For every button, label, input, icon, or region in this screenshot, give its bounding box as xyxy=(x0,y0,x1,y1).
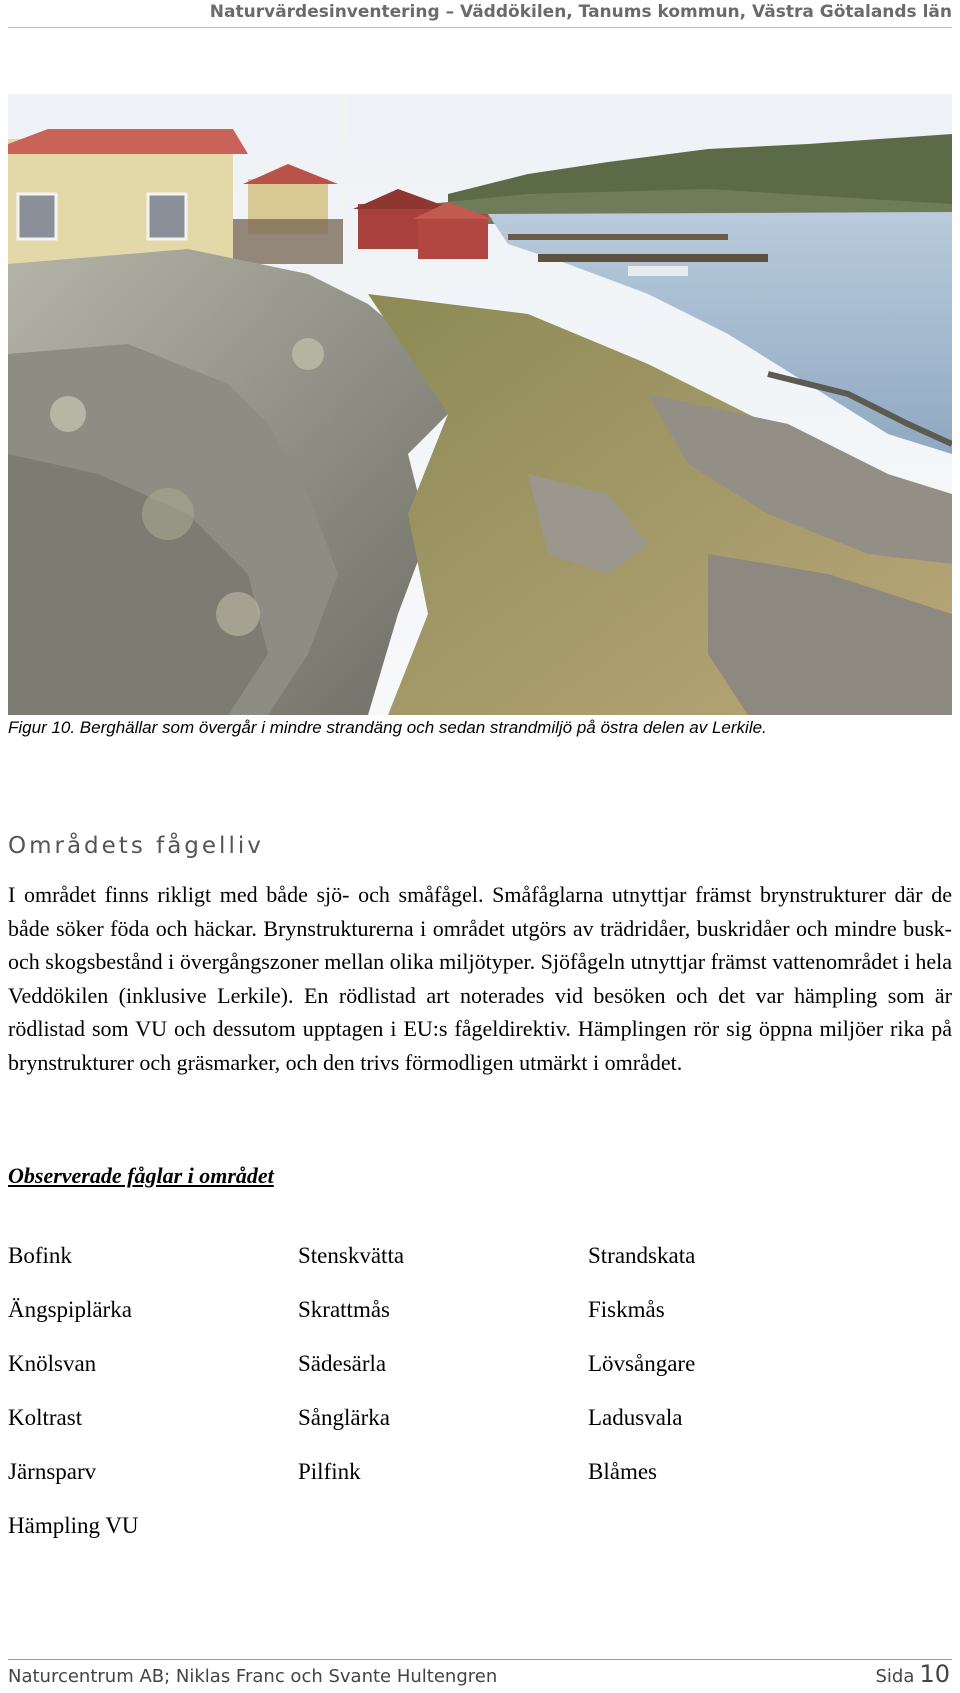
bird-list-heading: Observerade fåglar i området xyxy=(8,1163,274,1188)
bird-name: Ängspiplärka xyxy=(8,1297,132,1322)
bird-name: Järnsparv xyxy=(8,1459,97,1484)
bird-name: Pilfink xyxy=(298,1459,361,1484)
page-number-block xyxy=(875,1660,950,1688)
page-number: 10 xyxy=(919,1660,950,1688)
bird-name: Ladusvala xyxy=(588,1405,683,1430)
bird-row xyxy=(8,1351,952,1405)
bird-row xyxy=(8,1297,952,1351)
bird-name: Koltrast xyxy=(8,1405,83,1430)
section-heading: Områdets fågelliv xyxy=(8,833,264,859)
running-header: Naturvärdesinventering – Väddökilen, Tanums kommun, Västra Götalands län xyxy=(209,2,952,22)
footer-divider xyxy=(8,1659,952,1660)
bird-name: Blåmes xyxy=(588,1459,657,1484)
figure-photo xyxy=(8,94,952,715)
figure-caption: Figur 10. Berghällar som övergår i mindre strandäng och sedan strandmiljö på östra delen av Lerkile. xyxy=(8,718,767,737)
header-divider xyxy=(8,27,952,28)
section-paragraph: I området finns rikligt med både sjö- och småfågel. Småfåglarna utnyttjar främst brynstrukturer där de både söker föda och häckar. Brynstrukturerna i området utgörs av trädridåer, buskridåer och mindre busk- och skogsbestånd i övergångszoner mellan olika miljötyper. Sjöfågeln utnyttjar främst vattenområdet i hela Veddökilen (inklusive Lerkile). En rödlistad art noterades vid besöken och det var hämpling som är rödlistad som VU och dessutom upptagen i EU:s fågeldirektiv. Hämplingen rör sig öppna miljöer rika på brynstrukturer och gräsmarker, och den trivs förmodligen utmärkt i området. xyxy=(8,882,952,1075)
bird-list xyxy=(8,1243,952,1567)
bird-row xyxy=(8,1459,952,1513)
coastal-rocks-photo xyxy=(8,94,952,715)
page-label: Sida xyxy=(875,1666,915,1687)
bird-name: Skrattmås xyxy=(298,1297,390,1322)
bird-name: Hämpling VU xyxy=(8,1513,139,1538)
bird-row xyxy=(8,1513,952,1567)
bird-name: Knölsvan xyxy=(8,1351,97,1376)
bird-name: Stenskvätta xyxy=(298,1243,405,1268)
bird-name: Bofink xyxy=(8,1243,72,1268)
bird-row xyxy=(8,1405,952,1459)
bird-name: Fiskmås xyxy=(588,1297,665,1322)
bird-name: Lövsångare xyxy=(588,1351,696,1376)
bird-name: Sånglärka xyxy=(298,1405,390,1430)
bird-row xyxy=(8,1243,952,1297)
bird-name: Strandskata xyxy=(588,1243,696,1268)
bird-name: Sädesärla xyxy=(298,1351,387,1376)
footer-credits: Naturcentrum AB; Niklas Franc och Svante Hultengren xyxy=(8,1666,498,1687)
